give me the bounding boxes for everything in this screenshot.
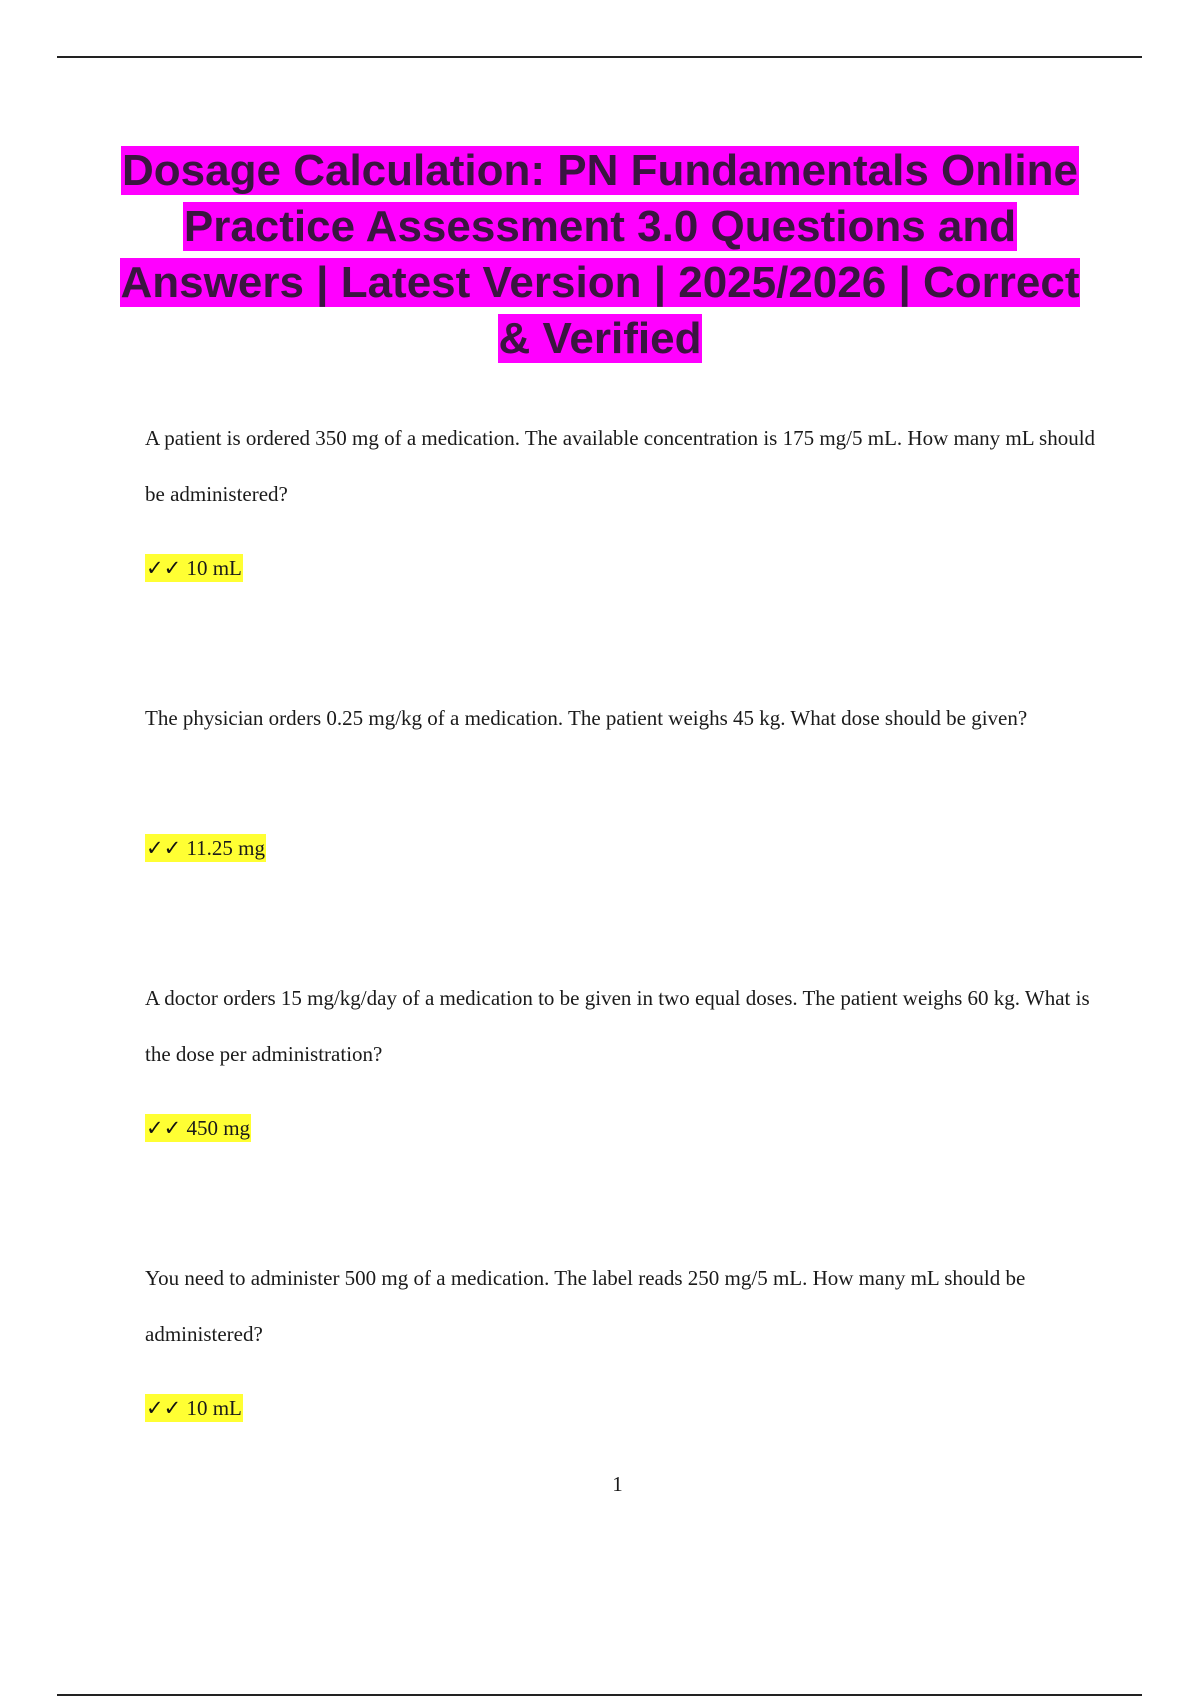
answer-text [145,1392,243,1424]
double-check-icon: ✓✓ [146,1116,182,1140]
double-check-icon: ✓✓ [146,556,182,580]
answer-highlight [145,834,266,862]
answer-text [145,1112,251,1144]
double-check-icon: ✓✓ [146,836,182,860]
bottom-rule [57,1694,1142,1696]
answer-value: 450 mg [186,1116,251,1140]
top-rule [57,56,1142,58]
qa-item-4 [145,1250,1100,1420]
answer-value: 10 mL [186,556,242,580]
qa-item-2 [145,690,1100,860]
answer-value: 11.25 mg [186,836,266,860]
question-text: The physician orders 0.25 mg/kg of a medication. The patient weighs 45 kg. What dose should be given? [145,706,1028,730]
answer-highlight [145,554,243,582]
question-text: You need to administer 500 mg of a medication. The label reads 250 mg/5 mL. How many mL should be administered? [145,1266,1026,1346]
answer-highlight [145,1114,251,1142]
answer-value: 10 mL [186,1396,242,1420]
page-number: 1 [612,1472,623,1496]
answer-text [145,832,266,864]
title-highlight: Dosage Calculation: PN Fundamentals Online Practice Assessment 3.0 Questions and Answers | Latest Version | 2025/2026 | Correct & Verified [120,146,1080,363]
question-text: A doctor orders 15 mg/kg/day of a medication to be given in two equal doses. The patient weighs 60 kg. What is the dose per administration? [145,986,1090,1066]
document-title [100,143,1100,367]
qa-item-1 [145,410,1100,580]
answer-highlight [145,1394,243,1422]
qa-item-3 [145,970,1100,1140]
question-text: A patient is ordered 350 mg of a medication. The available concentration is 175 mg/5 mL. How many mL should be administered? [145,426,1096,506]
double-check-icon: ✓✓ [146,1396,182,1420]
answer-text [145,552,243,584]
